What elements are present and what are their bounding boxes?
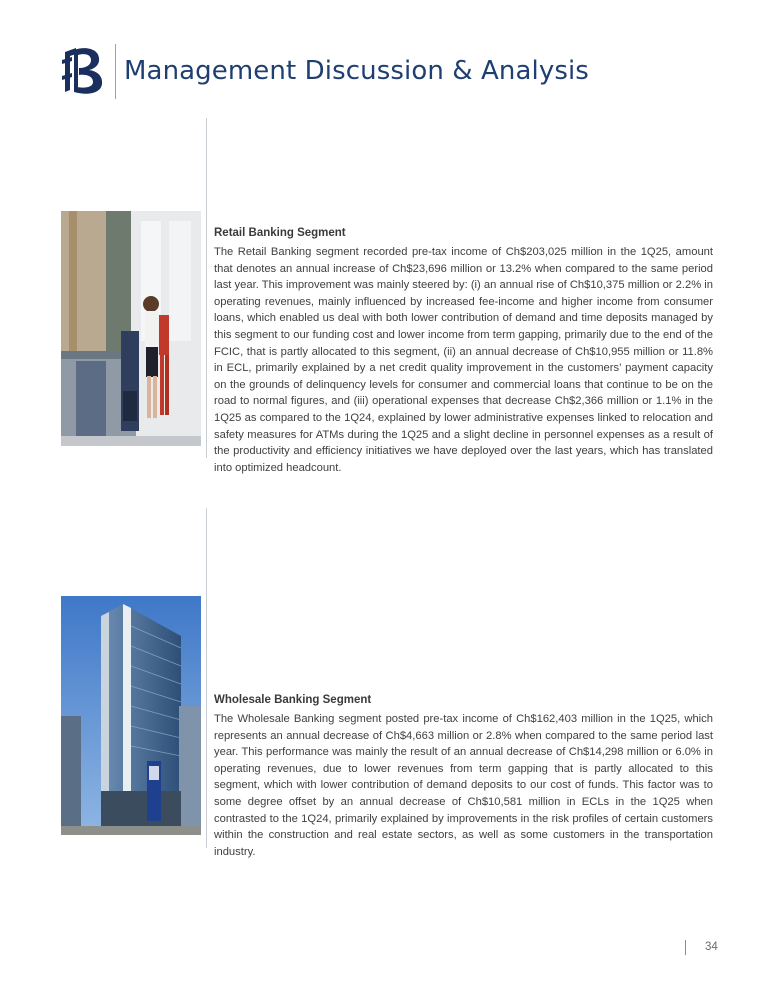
page-number: 34 [705,941,718,953]
bank-logo [62,46,104,96]
section-paragraph: The Wholesale Banking segment posted pre-tax income of Ch$162,403 million in the 1Q25, which represents an annual decrease of Ch$4,663 million or 2.8% when compared to the same period last year. This performance was mainly the result of an annual decrease of Ch$14,298 million or 6.0% in operating revenues, due to lower revenues from term gapping that is partly allocated to this segment, which with lower contribution of demand deposits to our cost of funds. This factor was to some degree offset by an annual decrease of Ch$10,581 million in ECLs in the 1Q25 when contrasted to the 1Q24, primarily explained by improvements in the risk profiles of certain customers within the construction and real estate sectors, as well as some customers in the transportation industry. [214,713,713,858]
wholesale-tower-photo [61,596,201,835]
header-divider [115,44,116,99]
section-paragraph: The Retail Banking segment recorded pre-tax income of Ch$203,025 million in the 1Q25, amount that denotes an annual increase of Ch$23,696 million or 13.2% when compared to the same period last year. This improvement was mainly steered by: (i) an annual rise of Ch$10,375 million or 2.2% in operating revenues, mainly influenced by increased fee-income and higher income from consumer loans, which enabled us deal with both lower contribution of demand and time deposits managed by this segment to our funding cost and lower income from term gapping, primarily due to the end of the FCIC, that is partly allocated to this segment, (ii) an annual decrease of Ch$10,955 million or 11.8% in ECL, primarily explained by a net credit quality improvement in the customers’ payment capacity on the grounds of delinquency levels for consumer and commercial loans that continue to be on the road to normal figures, and (iii) operational expenses that decrease Ch$2,366 million or 1.1% in the 1Q25 as compared to the 1Q24, explained by lower administrative expenses linked to relocation and safety measures for ATMs during the 1Q25 and a slight decline in personnel expenses as a result of the productivity and efficiency initiatives we have deployed over the last years, which has translated into optimized headcount. [214,246,713,474]
section-heading: Retail Banking Segment [214,227,346,239]
page-title: Management Discussion & Analysis [124,56,589,86]
page-number-divider [685,940,686,955]
section-divider-wholesale [206,508,207,848]
section-heading: Wholesale Banking Segment [214,694,372,706]
retail-banking-section [214,227,713,476]
wholesale-banking-section [214,694,713,860]
retail-branch-photo [61,211,201,446]
section-divider-retail [206,118,207,458]
